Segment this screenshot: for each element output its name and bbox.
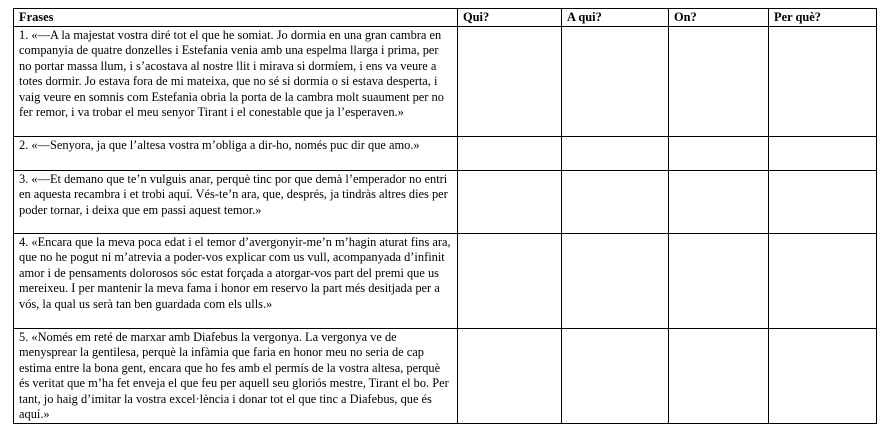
table-row [14, 171, 877, 234]
to-whom-answer-cell[interactable] [562, 171, 669, 234]
header-phrases: Frases [14, 9, 458, 27]
header-where: On? [669, 9, 769, 27]
where-answer-cell[interactable] [669, 171, 769, 234]
table-row [14, 234, 877, 329]
why-answer-cell[interactable] [769, 137, 877, 171]
header-who: Qui? [458, 9, 562, 27]
who-answer-cell[interactable] [458, 27, 562, 137]
where-answer-cell[interactable] [669, 329, 769, 424]
to-whom-answer-cell[interactable] [562, 329, 669, 424]
table-row [14, 329, 877, 424]
where-answer-cell[interactable] [669, 137, 769, 171]
who-answer-cell[interactable] [458, 171, 562, 234]
header-row [14, 9, 877, 27]
phrase-cell: 5. «Només em reté de marxar amb Diafebus la vergonya. La vergonya ve de menysprear la gentilesa, perquè la infàmia que faria en honor meu no seria de cap estima entre la bona gent, encara que ho fes amb el permís de la vostra altesa, perquè és veritat que m’ha fet enveja el que feu per aquell seu gloriós mestre, Tirant el bo. Per tant, jo haig d’imitar la vostra excel·lència i donar tot el que tinc a Diafebus, que és aquí.» [14, 329, 458, 424]
to-whom-answer-cell[interactable] [562, 137, 669, 171]
to-whom-answer-cell[interactable] [562, 234, 669, 329]
header-why: Per què? [769, 9, 877, 27]
who-answer-cell[interactable] [458, 137, 562, 171]
where-answer-cell[interactable] [669, 27, 769, 137]
table-row [14, 27, 877, 137]
header-to-whom: A qui? [562, 9, 669, 27]
phrase-cell: 1. «—A la majestat vostra diré tot el que he somiat. Jo dormia en una gran cambra en companyia de quatre donzelles i Estefania venia amb una espelma llarga i prima, per no portar massa llum, i s’acostava al nostre llit i mirava si dormíem, i ens va veure a totes dormir. Jo estava fora de mi mateixa, que no sé si dormia o si estava desperta, i vaig veure en somnis com Estefania obria la porta de la cambra molt suaument per no fer remor, i va trobar el meu senyor Tirant i el conestable que ja l’esperaven.» [14, 27, 458, 137]
phrase-cell: 3. «—Et demano que te’n vulguis anar, perquè tinc por que demà l’emperador no entri en aquesta recambra i et trobi aquí. Vés-te’n ara, que, després, ja tindràs altres dies per poder tornar, i deixa que em passi aquest temor.» [14, 171, 458, 234]
to-whom-answer-cell[interactable] [562, 27, 669, 137]
worksheet-table [13, 8, 877, 424]
who-answer-cell[interactable] [458, 329, 562, 424]
why-answer-cell[interactable] [769, 234, 877, 329]
phrase-cell: 2. «—Senyora, ja que l’altesa vostra m’obliga a dir-ho, només puc dir que amo.» [14, 137, 458, 171]
where-answer-cell[interactable] [669, 234, 769, 329]
who-answer-cell[interactable] [458, 234, 562, 329]
table-row [14, 137, 877, 171]
why-answer-cell[interactable] [769, 171, 877, 234]
why-answer-cell[interactable] [769, 329, 877, 424]
why-answer-cell[interactable] [769, 27, 877, 137]
phrase-cell: 4. «Encara que la meva poca edat i el temor d’avergonyir-me’n m’hagin aturat fins ara, que no he pogut ni m’atrevia a poder-vos explicar com us vull, acompanyada d’infinit amor i de pensaments dolorosos sóc estat forçada a atorgar-vos part del premi que us mereixeu. I per mantenir la meva fama i honor em reservo la part més desitjada per a vós, la qual us serà tan ben guardada com els ulls.» [14, 234, 458, 329]
